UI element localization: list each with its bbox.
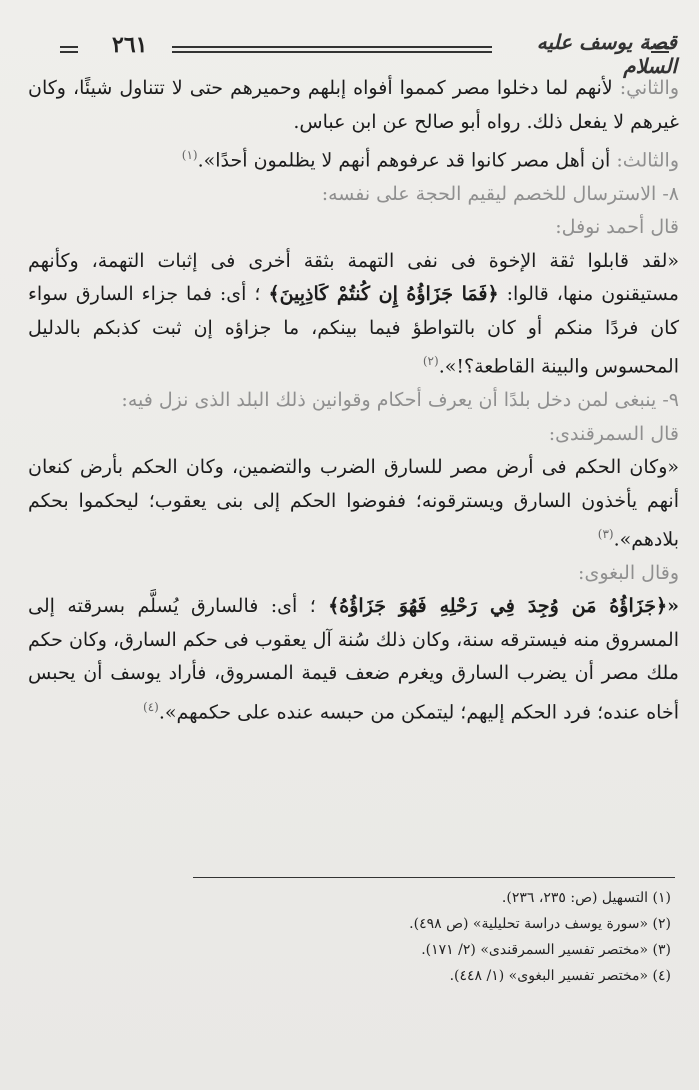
heading-8: ٨- الاسترسال للخصم ليقيم الحجة على نفسه: xyxy=(321,182,679,205)
footnote-1: (١) التسهيل (ص: ٢٣٥، ٢٣٦). xyxy=(501,890,671,906)
header-rule-middle xyxy=(172,46,492,53)
label-samarqandi: قال السمرقندى: xyxy=(548,422,679,445)
footnote-2: (٢) «سورة يوسف دراسة تحليلية» (ص ٤٩٨). xyxy=(409,916,671,932)
running-title: قصة يوسف عليه السلام xyxy=(536,30,677,78)
text-third: أن أهل مصر كانوا قد عرفوهم أنهم لا يظلمون أحدًا». xyxy=(197,149,611,172)
footnote-ref-2: (٢) xyxy=(422,354,439,369)
label-ahmad-nofal: قال أحمد نوفل: xyxy=(555,216,679,239)
heading-9: ٩- ينبغى لمن دخل بلدًا أن يعرف أحكام وقوانين ذلك البلد الذى نزل فيه: xyxy=(121,389,679,412)
samarqandi-text: «وكان الحكم فى أرض مصر للسارق الضرب والتضمين، وكان الحكم بأرض كنعان أنهم يأخذون السارق ويسترقونه؛ ففوضوا الحكم إلى بنى يعقوب؛ ليحكموا بحكم بلادهم». xyxy=(28,456,679,551)
header-rule-right xyxy=(651,46,669,53)
footnote-separator xyxy=(193,877,675,878)
paragraph-samarqandi xyxy=(28,451,679,557)
page-number: ٢٦١ xyxy=(112,32,148,58)
footnote-4: (٤) «مختصر تفسير البغوى» (١/ ٤٤٨). xyxy=(449,968,671,984)
footnotes xyxy=(120,885,671,989)
paragraph-baghawi xyxy=(28,590,679,729)
quran-verse-2: «﴿جَزَاؤُهُ مَن وُجِدَ فِي رَحْلِهِ فَهُوَ جَزَاؤُهُ﴾ xyxy=(328,595,679,618)
footnote-3: (٣) «مختصر تفسير السمرقندى» (٢/ ١٧١). xyxy=(421,942,671,958)
ahmad-text-a: «لقد قابلوا ثقة الإخوة فى نفى التهمة بثقة أخرى فى إثبات التهمة، وكأنهم مستيقنون منها، قالوا: xyxy=(28,249,679,306)
paragraph-third xyxy=(28,139,679,178)
header-rule-left xyxy=(60,46,78,53)
ahmad-text-b: ؛ أى: فما جزاء السارق سواء كان فردًا منكم أو كان بالتواطؤ فيما بينكم، ما جزاؤه إن ثبت كذبكم بالدليل المحسوس والبينة القاطعة؟!». xyxy=(28,283,679,378)
page-header xyxy=(22,30,677,78)
body-text xyxy=(28,72,679,730)
quran-verse-1: ﴿فَمَا جَزَاؤُهُ إِن كُنتُمْ كَاذِبِينَ﴾ xyxy=(268,283,499,306)
label-second: والثاني: xyxy=(612,77,679,99)
label-baghawi: وقال البغوى: xyxy=(578,561,679,584)
paragraph-ahmad-nofal xyxy=(28,245,679,384)
text-second: لأنهم لما دخلوا مصر كمموا أفواه إبلهم وحميرهم حتى لا تتناول شيئًا، وكان غيرهم لا يفعل ذلك. رواه أبو صالح عن ابن عباس. xyxy=(28,77,679,133)
footnote-ref-3: (٣) xyxy=(597,527,614,542)
footnote-ref-1: (١) xyxy=(181,148,198,162)
label-third: والثالث: xyxy=(610,149,679,172)
paragraph-second xyxy=(28,72,679,139)
footnote-ref-4: (٤) xyxy=(143,699,159,714)
baghawi-text: ؛ أى: فالسارق يُسلَّم بسرقته إلى المسروق منه فيسترقه سنة، وكان ذلك سُنة آل يعقوب فى حكم السارق، وكان حكم ملك مصر أن يضرب السارق ويغرم ضعف قيمة المسروق، فأراد يوسف أن يحبس أخاه عنده؛ فرد الحكم إليهم؛ ليتمكن من حبسه عنده على حكمهم». xyxy=(28,595,679,724)
